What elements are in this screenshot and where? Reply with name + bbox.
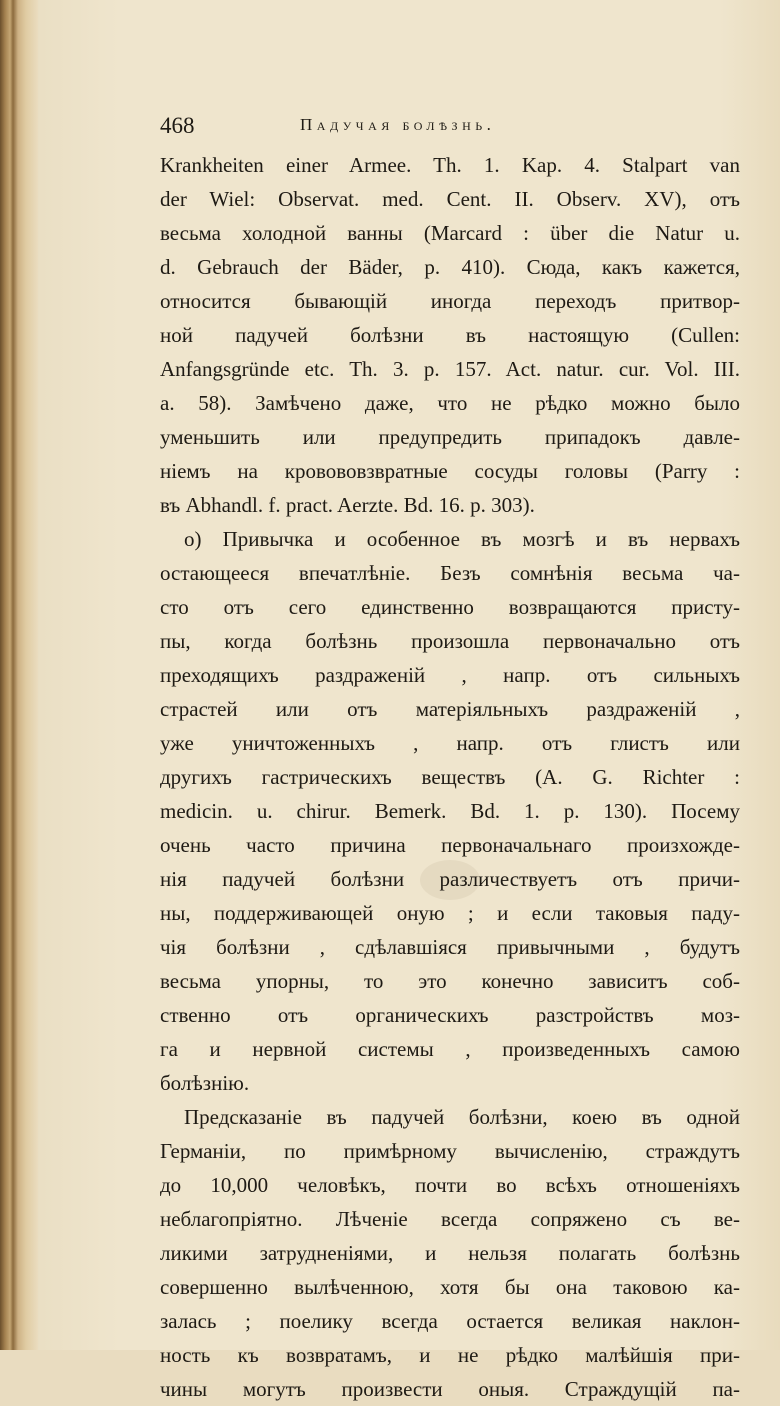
text-line: страстей или отъ матеріяльныхъ раздраженій , bbox=[160, 697, 740, 721]
text-line: ность къ возвратамъ, и не рѣдко малѣйшія при- bbox=[160, 1343, 740, 1367]
text-line: совершенно вылѣченною, хотя бы она таковою ка- bbox=[160, 1275, 740, 1299]
book-binding-edge bbox=[0, 0, 38, 1350]
text-line: болѣзнію. bbox=[160, 1071, 250, 1095]
text-line: ликими затрудненіями, и нельзя полагать болѣзнь bbox=[160, 1241, 740, 1265]
text-line: преходящихъ раздраженій , напр. отъ сильныхъ bbox=[160, 663, 740, 687]
text-line: га и нервной системы , произведенныхъ самою bbox=[160, 1037, 740, 1061]
text-line: нія падучей болѣзни различествуетъ отъ причи- bbox=[160, 867, 740, 891]
page-number: 468 bbox=[160, 113, 195, 138]
text-line: Anfangsgründe etc. Th. 3. p. 157. Act. natur. cur. Vol. III. bbox=[160, 357, 740, 381]
text-line: Германіи, по примѣрному вычисленію, страждутъ bbox=[160, 1139, 740, 1163]
text-line: въ Abhandl. f. pract. Aerzte. Bd. 16. p. 303). bbox=[160, 493, 535, 517]
text-line: пы, когда болѣзнь произошла первоначально отъ bbox=[160, 629, 740, 653]
text-line: весьма упорны, то это конечно зависитъ соб- bbox=[160, 969, 740, 993]
text-line: до 10,000 человѣкъ, почти во всѣхъ отношеніяхъ bbox=[160, 1173, 740, 1197]
text-line: ніемъ на кровововзвратные сосуды головы (Parry : bbox=[160, 459, 740, 483]
text-line: Krankheiten einer Armee. Th. 1. Kap. 4. Stalpart van bbox=[160, 153, 740, 177]
paragraph-start-line: o) Привычка и особенное въ мозгѣ и въ нервахъ bbox=[184, 527, 740, 551]
running-title: Падучая болѣзнь. bbox=[300, 115, 496, 134]
page-header bbox=[160, 113, 740, 145]
body-text bbox=[160, 148, 740, 1406]
text-line: ной падучей болѣзни въ настоящую (Cullen: bbox=[160, 323, 740, 347]
text-line: a. 58). Замѣчено даже, что не рѣдко можно было bbox=[160, 391, 740, 415]
text-line: ственно отъ органическихъ разстройствъ моз- bbox=[160, 1003, 740, 1027]
text-line: неблагопріятно. Лѣченіе всегда сопряжено съ ве- bbox=[160, 1207, 740, 1231]
text-line: очень часто причина первоначальнаго произхожде- bbox=[160, 833, 740, 857]
text-line: чія болѣзни , сдѣлавшіяся привычными , будутъ bbox=[160, 935, 740, 959]
text-line: весьма холодной ванны (Marcard : über die Natur u. bbox=[160, 221, 740, 245]
text-line: чины могутъ произвести оныя. Страждущій па- bbox=[160, 1377, 740, 1401]
text-line: уже уничтоженныхъ , напр. отъ глистъ или bbox=[160, 731, 740, 755]
text-line: относится бывающій иногда переходъ притвор- bbox=[160, 289, 740, 313]
text-line: der Wiel: Observat. med. Cent. II. Observ. XV), отъ bbox=[160, 187, 740, 211]
text-line: medicin. u. chirur. Bemerk. Bd. 1. p. 130). Посему bbox=[160, 799, 740, 823]
text-line: сто отъ сего единственно возвращаются присту- bbox=[160, 595, 740, 619]
text-line: уменьшить или предупредить припадокъ давле- bbox=[160, 425, 740, 449]
text-line: ны, поддерживающей оную ; и если таковыя паду- bbox=[160, 901, 740, 925]
paragraph-start-line: Предсказаніе въ падучей болѣзни, коею въ одной bbox=[184, 1105, 740, 1129]
text-line: остающееся впечатлѣніе. Безъ сомнѣнія весьма ча- bbox=[160, 561, 740, 585]
text-line: другихъ гастрическихъ веществъ (A. G. Richter : bbox=[160, 765, 740, 789]
text-line: залась ; поелику всегда остается великая наклон- bbox=[160, 1309, 740, 1333]
text-line: d. Gebrauch der Bäder, p. 410). Сюда, какъ кажется, bbox=[160, 255, 740, 279]
